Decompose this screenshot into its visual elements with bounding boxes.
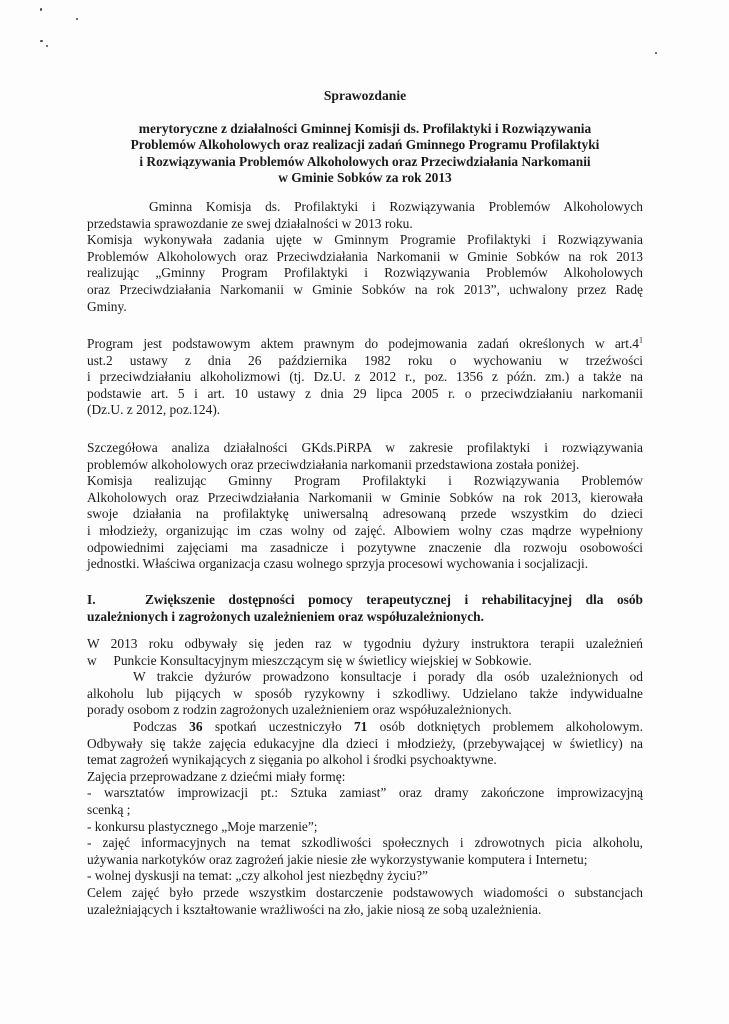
text-line: porady osobom z rodzin zagrożonych uzależnieniem oraz współuzależnionych.: [87, 702, 512, 718]
text-line: jednostki. Właściwa organizacja czasu wolnego sprzyja procesowi wychowania i socjalizacji.: [87, 556, 589, 572]
meetings-count: 36: [189, 718, 203, 734]
text-line: Komisja realizując Gminny Program Profilaktyki i Rozwiązywania Problemów: [87, 473, 643, 489]
legal-basis-paragraph: [87, 336, 643, 419]
text-line: alkoholu lub pijących w sposób ryzykowny i szkodliwy. Udzielano także indywidualne: [87, 685, 643, 701]
text-line: ust.2 ustawy z dnia 26 października 1982 roku o wychowaniu w trzeźwości: [87, 352, 643, 368]
list-item: - warsztatów improwizacji pt.: Sztuka zamiast” oraz dramy zakończone improwizacyjną: [87, 785, 643, 801]
list-item: - zajęć informacyjnych na temat szkodliwości społecznych i zdrowotnych picia alkoholu,: [87, 835, 643, 851]
text-fragment: Podczas: [133, 718, 177, 734]
text-line: swoje działania na profilaktykę uniwersalną adresowaną przede wszystkim do dzieci: [87, 506, 643, 522]
intro-paragraph: [87, 199, 643, 315]
document-subtitle: [87, 121, 643, 187]
text-line: realizując „Gminny Program Profilaktyki i Rozwiązywania Problemów Alkoholowych: [87, 265, 643, 281]
text-line: [87, 719, 643, 736]
section-heading: [87, 592, 643, 625]
text-line: uzależniających i kształtowanie wrażliwości na zło, jakie niosą ze sobą uzależnienia.: [87, 901, 542, 917]
heading-line: [87, 592, 643, 609]
text-line: Gminna Komisja ds. Profilaktyki i Rozwiązywania Problemów Alkoholowych: [149, 199, 643, 214]
section-number: I.: [87, 592, 96, 607]
scan-speck: [40, 8, 42, 11]
legal-line-text: Program jest podstawowym aktem prawnym do podejmowania zadań określonych w art.4: [87, 336, 639, 351]
section-body: [87, 636, 643, 918]
subtitle-line: merytoryczne z działalności Gminnej Komisji ds. Profilaktyki i Rozwiązywania: [138, 121, 592, 136]
scan-speck: [40, 40, 43, 42]
participants-count: 71: [353, 718, 368, 734]
scan-speck: [655, 52, 657, 54]
document-page: [87, 0, 643, 1024]
text-fragment: spotkań uczestniczyło: [214, 718, 342, 734]
text-line: Alkoholowych oraz Przeciwdziałania Narkomanii w Gminie Sobków na rok 2013, kierowała: [87, 489, 643, 505]
text-line: odpowiednimi zajęciami ma zasadnicze i pozytywne znaczenie dla rozwoju osobowości: [87, 539, 643, 555]
text-line: W trakcie dyżurów prowadzono konsultacje i porady dla osób uzależnionych od: [133, 669, 643, 685]
text-line: (Dz.U. z 2012, poz.124).: [87, 402, 221, 418]
text-line: w Punkcie Konsultacyjnym mieszczącym się w świetlicy wiejskiej w Sobkowie.: [87, 652, 532, 668]
text-line: i młodzieży, organizując im czas wolny od zajęć. Albowiem wolny czas mądrze wypełniony: [87, 522, 643, 538]
text-line: Problemów Alkoholowych oraz Przeciwdziałania Narkomanii w Gminie Sobków na rok 2013: [87, 248, 643, 264]
subtitle-line: w Gminie Sobków za rok 2013: [278, 170, 452, 186]
text-line: oraz Przeciwdziałania Narkomanii w Gminie Sobków na rok 2013”, uchwalony przez Radę: [87, 281, 643, 297]
text-line: podstawie art. 5 i art. 10 ustawy z dnia 29 lipca 2005 r. o przeciwdziałaniu narkomanii: [87, 385, 643, 401]
section-title: Zwiększenie dostępności pomocy terapeutycznej i rehabilitacyjnej dla osób: [145, 592, 643, 607]
list-item: - wolnej dyskusji na temat: „czy alkohol jest niezbędny życiu?”: [87, 868, 428, 884]
subtitle-line: Problemów Alkoholowych oraz realizacji zadań Gminnego Programu Profilaktyki: [130, 137, 600, 153]
text-line: Zajęcia przeprowadzane z dziećmi miały formę:: [87, 768, 346, 784]
text-line: [87, 336, 643, 353]
scan-speck: [76, 18, 78, 20]
text-line: Szczegółowa analiza działalności GKds.PiRPA w zakresie profilaktyki i rozwiązywania: [87, 440, 643, 455]
footnote-marker: 1: [639, 335, 643, 345]
text-line: problemów alkoholowych oraz przeciwdziałania narkomanii przedstawiona została poniżej.: [87, 456, 580, 472]
list-item: - konkursu plastycznego „Moje marzenie”;: [87, 818, 318, 834]
text-line: Gminy.: [87, 298, 127, 314]
text-fragment: osób dotkniętych problemem alkoholowym.: [379, 718, 643, 734]
text-line: przedstawia sprawozdanie ze swej działalności w 2013 roku.: [87, 215, 413, 231]
heading-line: uzależnionych i zagrożonych uzależnieniem oraz współuzależnionych.: [87, 608, 484, 624]
text-line: Odbywały się także zajęcia edukacyjne dla dzieci i młodzieży, (przebywającej w świetlicy) na: [87, 735, 643, 751]
list-item-continuation: scenką ;: [87, 801, 131, 817]
list-item-continuation: używania narkotyków oraz zagrożeń jakie niesie złe wykorzystywanie komputera i Internetu;: [87, 851, 588, 867]
text-line: Celem zajęć było przede wszystkim dostarczenie podstawowych wiadomości o substancjach: [87, 884, 643, 900]
scan-speck: [46, 45, 48, 47]
text-line: W 2013 roku odbywały się jeden raz w tygodniu dyżury instruktora terapii uzależnień: [87, 636, 643, 651]
text-line: i przeciwdziałaniu alkoholizmowi (tj. Dz.U. z 2012 r., poz. 1356 z późn. zm.) a także na: [87, 369, 643, 385]
subtitle-line: i Rozwiązywania Problemów Alkoholowych oraz Przeciwdziałania Narkomanii: [139, 153, 591, 169]
text-line: temat zagrożeń wynikających z sięgania po alkohol i środki psychoaktywne.: [87, 752, 497, 768]
document-title: Sprawozdanie: [323, 88, 407, 103]
text-line: Komisja wykonywała zadania ujęte w Gminnym Programie Profilaktyki i Rozwiązywania: [87, 232, 643, 248]
analysis-paragraph: [87, 440, 643, 573]
